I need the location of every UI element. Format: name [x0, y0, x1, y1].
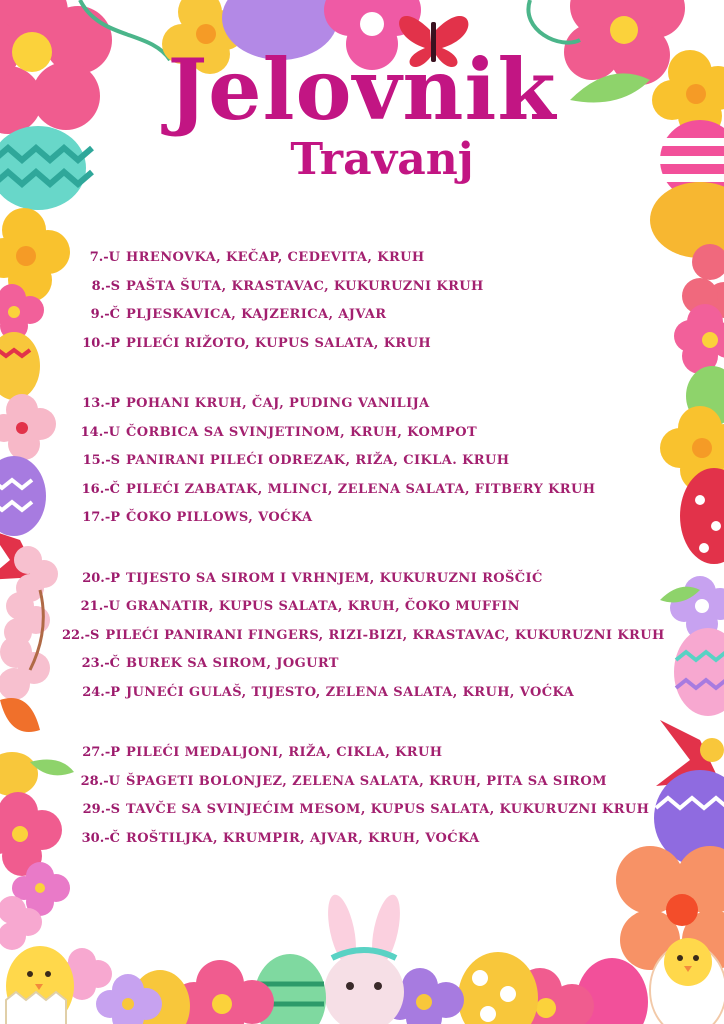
menu-row	[62, 330, 662, 359]
meal-text: GRANATIR, KUPUS SALATA, KRUH, ČOKO MUFFIN	[126, 599, 520, 614]
menu-row	[62, 447, 662, 476]
easter-egg-icon	[0, 752, 38, 796]
day-label: 13.-P	[82, 396, 120, 411]
chick-icon	[6, 946, 74, 1024]
meal-text: ČORBICA SA SVINJETINOM, KRUH, KOMPOT	[126, 424, 478, 440]
day-label: 23.-Č	[81, 656, 120, 671]
menu-row	[62, 390, 662, 419]
menu-row	[62, 825, 662, 854]
day-label: 16.-Č	[81, 481, 120, 497]
menu-row	[62, 768, 662, 797]
easter-egg-icon	[0, 456, 46, 536]
meal-text: ČOKO PILLOWS, VOĆKA	[126, 510, 313, 525]
day-label: 30.-Č	[81, 830, 120, 846]
meal-text: JUNEĆI GULAŠ, TIJESTO, ZELENA SALATA, KRUH, VOĆKA	[126, 684, 575, 700]
meal-text: TAVČE SA SVINJEĆIM MESOM, KUPUS SALATA, KUKURUZNI KRUH	[126, 802, 650, 817]
week-block	[62, 565, 665, 708]
menu-row	[62, 504, 662, 533]
meal-text: PILEĆI RIŽOTO, KUPUS SALATA, KRUH	[126, 335, 432, 351]
page-title: Jelovnik	[167, 40, 557, 139]
meal-text: PILEĆI ZABATAK, MLINCI, ZELENA SALATA, FITBERY KRUH	[126, 481, 596, 497]
menu-row	[62, 476, 662, 505]
menu-list	[62, 244, 665, 885]
easter-egg-icon	[0, 332, 40, 400]
meal-text: ŠPAGETI BOLONJEZ, ZELENA SALATA, KRUH, PITA SA SIROM	[126, 773, 607, 789]
flower-icon	[674, 304, 724, 374]
menu-row	[62, 650, 662, 679]
leaf-icon	[0, 698, 40, 732]
day-label: 15.-S	[82, 453, 120, 468]
meal-text: PANIRANI PILEĆI ODREZAK, RIŽA, CIKLA. KRUH	[126, 453, 510, 468]
meal-text: PILEĆI PANIRANI FINGERS, RIZI-BIZI, KRASTAVAC, KUKURUZNI KRUH	[105, 627, 665, 643]
menu-row	[62, 679, 662, 708]
day-label: 10.-P	[82, 335, 120, 351]
flower-icon	[0, 394, 56, 460]
flower-icon	[0, 792, 62, 876]
meal-text: TIJESTO SA SIROM I VRHNJEM, KUKURUZNI ROŠČIĆ	[126, 570, 543, 586]
menu-row	[62, 301, 662, 330]
day-label: 27.-P	[82, 745, 120, 760]
meal-text: PLJESKAVICA, KAJZERICA, AJVAR	[126, 307, 387, 322]
day-label: 9.-Č	[90, 307, 120, 322]
menu-row	[62, 273, 662, 302]
day-label: 21.-U	[80, 599, 120, 614]
menu-row	[62, 565, 662, 594]
day-label: 7.-U	[89, 250, 120, 265]
day-label: 8.-S	[91, 278, 120, 294]
meal-text: PILEĆI MEDALJONI, RIŽA, CIKLA, KRUH	[126, 745, 443, 760]
meal-text: PAŠTA ŠUTA, KRASTAVAC, KUKURUZNI KRUH	[126, 278, 484, 294]
menu-row	[62, 419, 662, 448]
meal-text: ROŠTILJKA, KRUMPIR, AJVAR, KRUH, VOĆKA	[126, 830, 480, 846]
day-label: 14.-U	[80, 424, 120, 440]
menu-row	[62, 593, 662, 622]
day-label: 17.-P	[82, 510, 120, 525]
bunny-icon	[323, 892, 405, 1024]
menu-row	[62, 622, 665, 651]
week-block	[62, 739, 662, 853]
menu-row	[62, 244, 662, 273]
page-subtitle: Travanj	[290, 134, 474, 185]
meal-text: POHANI KRUH, ČAJ, PUDING VANILIJA	[126, 396, 430, 411]
meal-text: BUREK SA SIROM, JOGURT	[126, 656, 339, 671]
week-block	[62, 244, 662, 358]
week-block	[62, 390, 662, 533]
menu-row	[62, 739, 662, 768]
menu-row	[62, 796, 662, 825]
day-label: 24.-P	[82, 684, 120, 700]
day-label: 28.-U	[80, 773, 120, 789]
easter-egg-icon	[674, 628, 724, 716]
day-label: 22.-S	[62, 627, 100, 643]
day-label: 20.-P	[82, 570, 120, 586]
meal-text: HRENOVKA, KEČAP, CEDEVITA, KRUH	[126, 250, 425, 265]
easter-egg-icon	[458, 952, 538, 1024]
day-label: 29.-S	[82, 802, 120, 817]
